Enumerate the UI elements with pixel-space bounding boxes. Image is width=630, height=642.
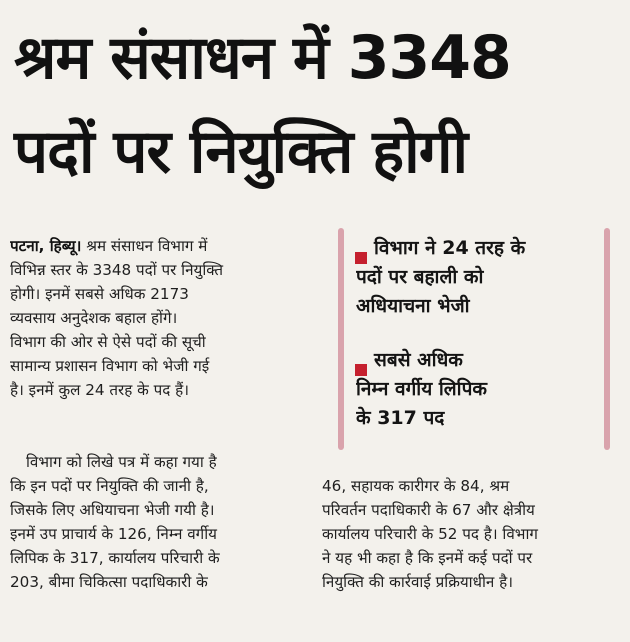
highlight-item (356, 234, 602, 321)
article-column-right-bottom (322, 474, 622, 594)
highlight-line: सबसे अधिक (374, 349, 463, 371)
article-line: विभिन्न स्तर के 3348 पदों पर नियुक्ति (10, 261, 224, 279)
article-line: परिवर्तन पदाधिकारी के 67 और क्षेत्रीय (322, 501, 535, 519)
headline-line-1: श्रम संसाधन में 3348 (14, 23, 511, 93)
highlights-box-border-left (338, 228, 344, 450)
article-line: विभाग की ओर से ऐसे पदों की सूची (10, 333, 206, 351)
article-line: कि इन पदों पर नियुक्ति की जानी है, (10, 477, 209, 495)
highlight-line: विभाग ने 24 तरह के (374, 237, 526, 259)
highlight-line: अधियाचना भेजी (356, 295, 470, 317)
article-line: विभाग को लिखे पत्र में कहा गया है (26, 453, 217, 471)
article-line: ने यह भी कहा है कि इनमें कई पदों पर (322, 549, 533, 567)
square-bullet-icon (355, 252, 367, 264)
article-line: 46, सहायक कारीगर के 84, श्रम (322, 477, 510, 495)
article-line: होगी। इनमें सबसे अधिक 2173 (10, 285, 189, 303)
highlight-line: निम्न वर्गीय लिपिक (356, 378, 487, 400)
square-bullet-icon (355, 364, 367, 376)
highlight-item (356, 346, 602, 433)
headline-line-2: पदों पर नियुक्ति होगी (14, 117, 468, 187)
article-line: है। इनमें कुल 24 तरह के पद हैं। (10, 381, 189, 399)
article-line (10, 234, 306, 258)
article-line-text: श्रम संसाधन विभाग में (86, 237, 208, 255)
highlights-box-border-right (604, 228, 610, 450)
article-line: इनमें उप प्राचार्य के 126, निम्न वर्गीय (10, 525, 217, 543)
article-line: नियुक्ति की कार्रवाई प्रक्रियाधीन है। (322, 573, 513, 591)
article-line: लिपिक के 317, कार्यालय परिचारी के (10, 549, 220, 567)
dateline: पटना, हिब्यू। (10, 237, 82, 255)
highlight-line: पदों पर बहाली को (356, 266, 484, 288)
article-line: कार्यालय परिचारी के 52 पद है। विभाग (322, 525, 538, 543)
article-column-left-top (10, 234, 306, 402)
article-line: सामान्य प्रशासन विभाग को भेजी गई (10, 357, 210, 375)
article-line: 203, बीमा चिकित्सा पदाधिकारी के (10, 573, 208, 591)
article-column-left-bottom (10, 450, 306, 594)
article-line: व्यवसाय अनुदेशक बहाल होंगे। (10, 309, 178, 327)
highlight-line: के 317 पद (356, 407, 445, 429)
highlights-box (338, 228, 610, 450)
article-line: जिसके लिए अधियाचना भेजी गयी है। (10, 501, 215, 519)
